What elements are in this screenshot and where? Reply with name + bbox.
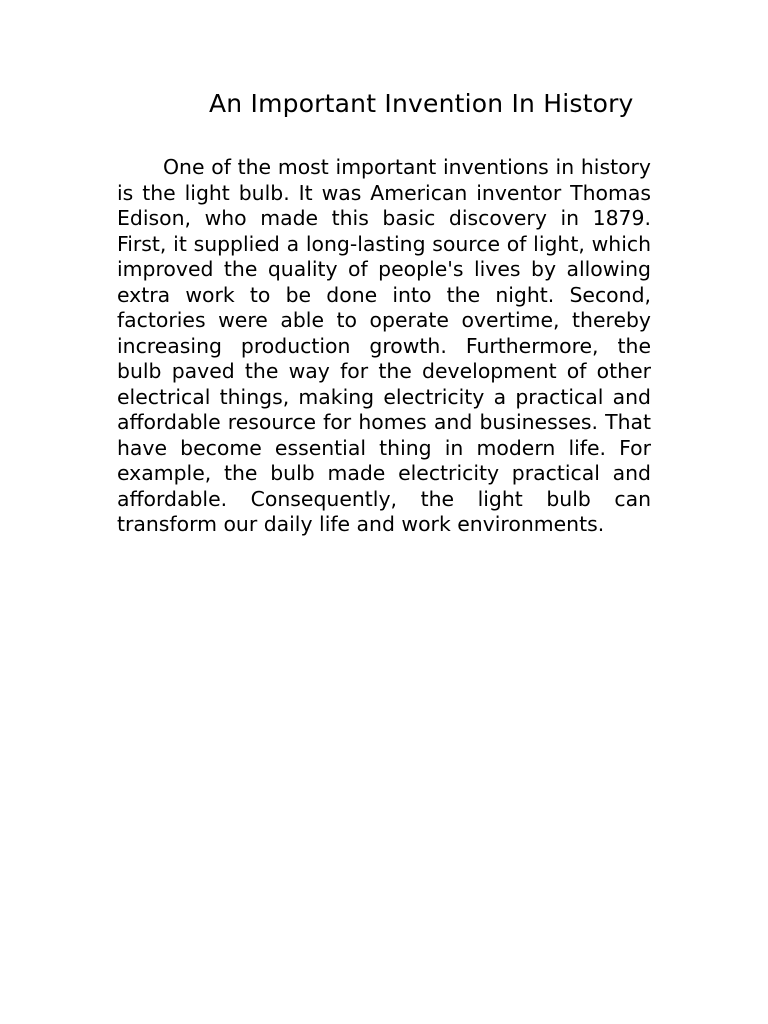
document-paragraph: One of the most important inventions in history is the light bulb. It was American inventor Thomas Edison, who made this basic discovery in 1879. First, it supplied a long-lasting source of light, which improved the quality of people's lives by allowing extra work to be done into the night. Second, factories were able to operate overtime, thereby increasing production growth. Furthermore, the bulb paved the way for the development of other electrical things, making electricity a practical and affordable resource for homes and businesses. That have become essential thing in modern life. For example, the bulb made electricity practical and affordable. Consequently, the light bulb can transform our daily life and work environments. xyxy=(117,155,651,536)
document-content xyxy=(117,88,651,538)
document-title: An Important Invention In History xyxy=(209,89,634,118)
